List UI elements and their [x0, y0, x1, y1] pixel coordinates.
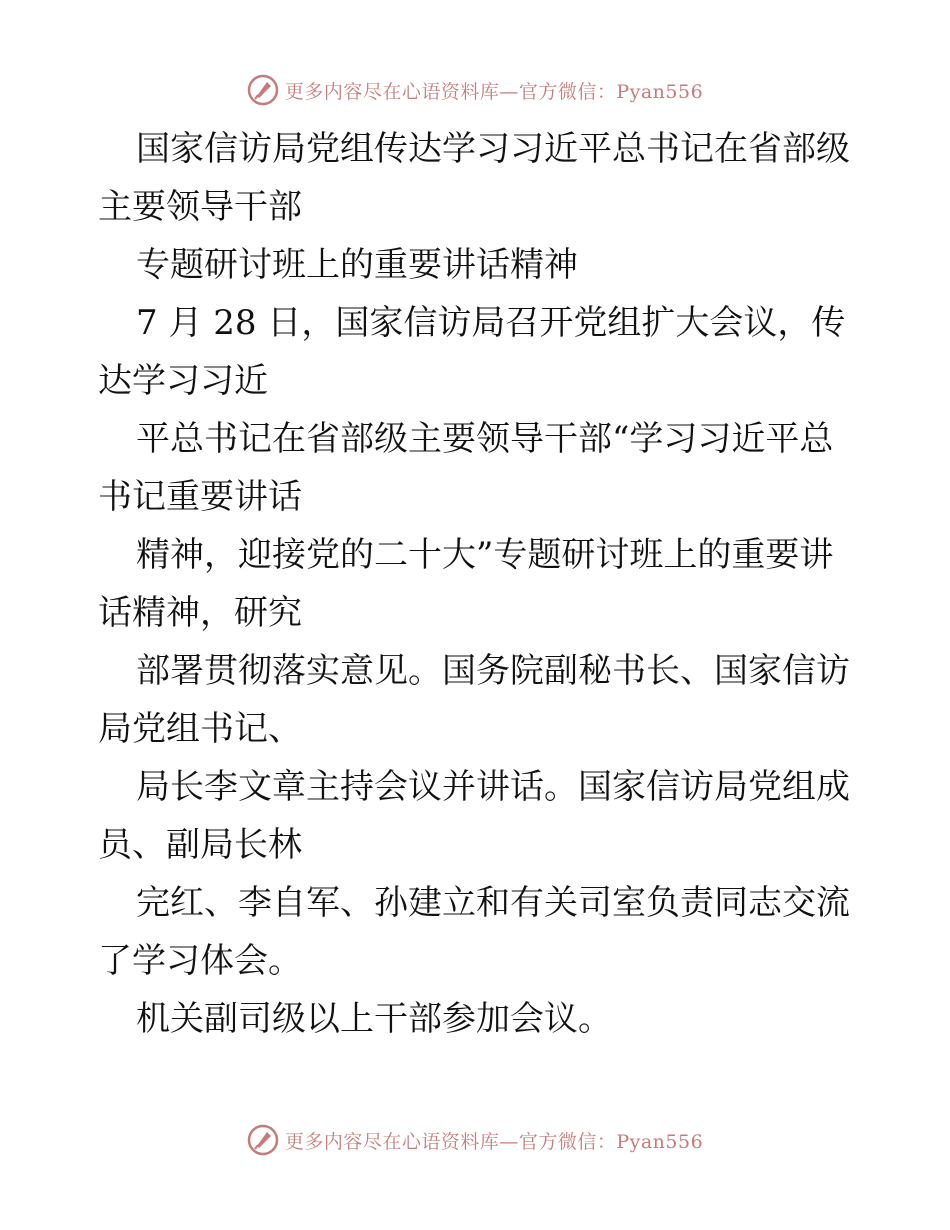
paragraph-line: 机关副司级以上干部参加会议。: [136, 999, 612, 1039]
paragraph-line-continued: 了学习体会。: [98, 941, 302, 981]
header-watermark-text: 更多内容尽在心语资料库—官方微信：Pyan556: [284, 80, 704, 103]
paragraph-line-continued: 达学习习近: [98, 361, 268, 401]
paragraph-line-continued: 局党组书记、: [98, 709, 302, 749]
paragraph-line: 完红、李自军、孙建立和有关司室负责同志交流: [136, 883, 850, 923]
paragraph-line-continued: 主要领导干部: [98, 187, 302, 227]
pen-nib-logo-icon: [247, 1124, 279, 1156]
paragraph: [98, 642, 858, 758]
paragraph: [98, 410, 858, 526]
paragraph-line: 局长李文章主持会议并讲话。国家信访局党组成: [136, 767, 850, 807]
document-body: [98, 120, 858, 1048]
paragraph: [98, 294, 858, 410]
pen-nib-logo-icon: [247, 74, 279, 106]
paragraph-line: 专题研讨班上的重要讲话精神: [136, 245, 578, 285]
paragraph-line: 平总书记在省部级主要领导干部“学习习近平总: [136, 419, 834, 459]
paragraph-line: 精神，迎接党的二十大”专题研讨班上的重要讲: [136, 535, 834, 575]
paragraph: [98, 236, 858, 294]
paragraph-line: 7 月 28 日，国家信访局召开党组扩大会议，传: [136, 303, 846, 343]
paragraph: [98, 758, 858, 874]
paragraph: [98, 990, 858, 1048]
paragraph-line: 国家信访局党组传达学习习近平总书记在省部级: [136, 129, 850, 169]
header-watermark: [0, 70, 950, 110]
footer-watermark-text: 更多内容尽在心语资料库—官方微信：Pyan556: [284, 1130, 704, 1153]
paragraph-line-continued: 书记重要讲话: [98, 477, 302, 517]
paragraph-line-continued: 员、副局长林: [98, 825, 302, 865]
footer-watermark: [0, 1120, 950, 1160]
paragraph-line: 部署贯彻落实意见。国务院副秘书长、国家信访: [136, 651, 850, 691]
paragraph: [98, 874, 858, 990]
paragraph: [98, 526, 858, 642]
paragraph-line-continued: 话精神，研究: [98, 593, 302, 633]
paragraph: [98, 120, 858, 236]
